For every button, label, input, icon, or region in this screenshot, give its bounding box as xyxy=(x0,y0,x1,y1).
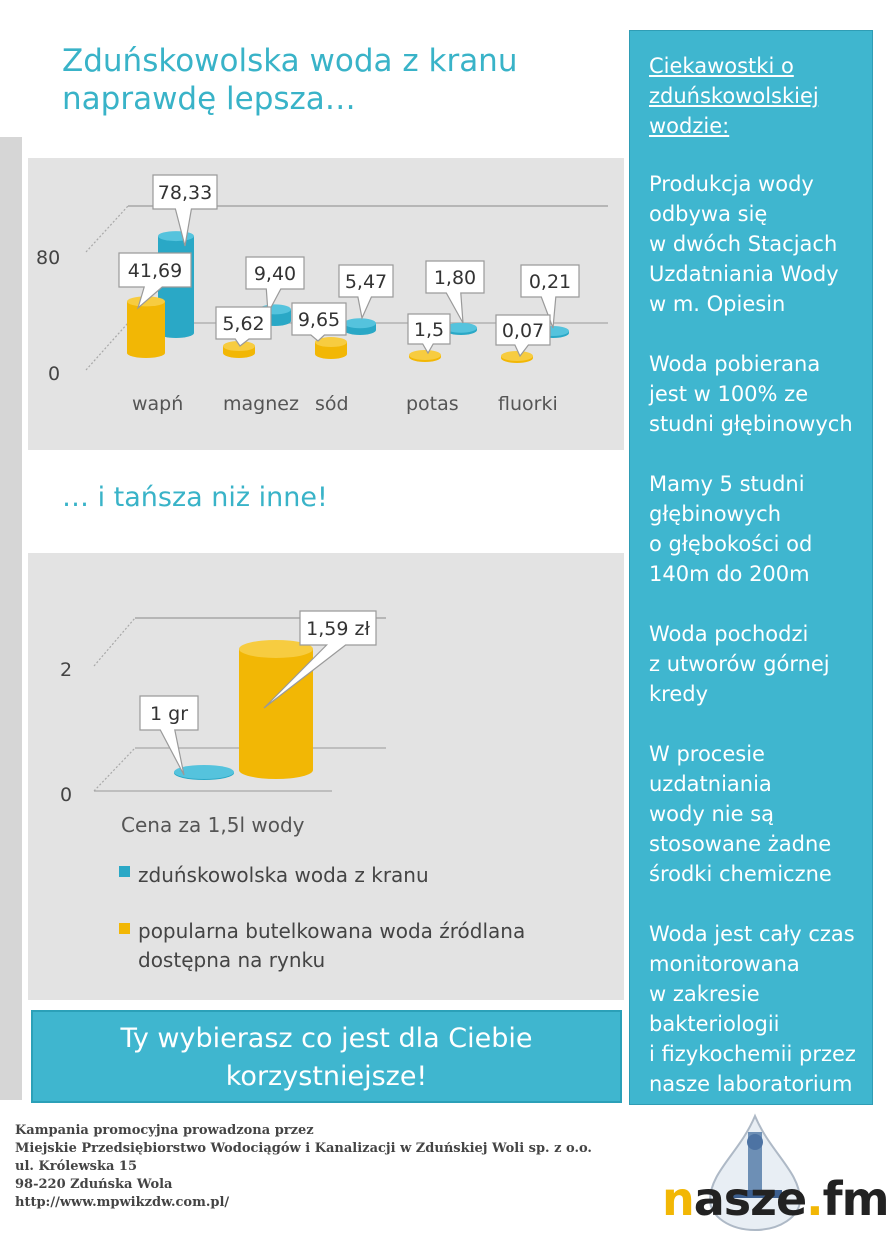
tap-bar xyxy=(344,318,376,335)
bottled-data-label xyxy=(408,314,450,353)
footer-line: Kampania promocyjna prowadzona przez xyxy=(15,1123,314,1138)
bottled-data-label xyxy=(292,303,346,341)
category-label: wapń xyxy=(132,393,184,415)
tap-data-label-text: 0,21 xyxy=(528,271,572,293)
bottled-data-label xyxy=(216,307,271,346)
logo-asze: asze xyxy=(693,1172,807,1226)
legend-label-bottled: dostępna na rynku xyxy=(138,948,326,972)
bottled-bar-body xyxy=(127,301,165,358)
price-chart-svg xyxy=(28,553,624,1000)
fact-paragraph: W procesie uzdatniania wody nie są stosowane żadne środki chemiczne xyxy=(649,742,832,886)
fact-paragraph: Woda jest cały czas monitorowana w zakresie bakteriologii i fizykochemii przez nasze laboratorium xyxy=(649,922,856,1096)
fact-paragraph: Mamy 5 studni głębinowych o głębokości od 140m do 200m xyxy=(649,472,813,586)
bottled-data-label-text: 41,69 xyxy=(127,260,183,282)
facts-heading: Ciekawostki o zduńskowolskiej wodzie: xyxy=(649,54,819,138)
tap-data-label-text: 5,47 xyxy=(344,271,388,293)
tap-data-label-text: 9,40 xyxy=(253,263,297,285)
bottled-bar xyxy=(409,350,441,362)
gridline-diag xyxy=(94,748,135,791)
gridline-diag xyxy=(86,323,128,370)
tap-data-label xyxy=(339,265,393,318)
tap-data-label-text: 1 gr xyxy=(150,703,188,725)
y-tick-label: 0 xyxy=(48,363,61,385)
bottled-bar-top xyxy=(409,350,441,360)
gridline-diag xyxy=(94,618,135,666)
category-label: sód xyxy=(315,393,349,415)
left-decorative-strip xyxy=(0,137,22,1100)
bottled-data-label xyxy=(496,315,550,356)
category-label: magnez xyxy=(223,393,299,415)
bottled-bar xyxy=(127,296,165,358)
footer-link[interactable]: http://www.mpwikzdw.com.pl/ xyxy=(15,1195,230,1210)
minerals-chart-svg xyxy=(28,158,624,450)
bottled-data-label-text: 5,62 xyxy=(222,313,265,335)
footer-line: ul. Królewska 15 xyxy=(15,1159,138,1174)
nasze-fm-logo xyxy=(660,1112,889,1230)
logo-dot: . xyxy=(806,1172,823,1226)
choice-banner xyxy=(31,1010,622,1103)
fact-paragraph: Woda pobierana jest w 100% ze studni głębinowych xyxy=(649,352,853,436)
logo-wordmark xyxy=(662,1172,889,1226)
facts-sidebar xyxy=(629,30,873,1105)
y-tick-label: 80 xyxy=(36,247,61,269)
legend-swatch-bottled xyxy=(119,923,130,934)
page-title-line2: naprawdę lepsza… xyxy=(62,81,356,117)
page-title-line1: Zduńskowolska woda z kranu xyxy=(62,43,518,79)
category-label: potas xyxy=(406,393,459,415)
banner-line1: Ty wybierasz co jest dla Ciebie xyxy=(120,1023,533,1054)
banner-line2: korzystniejsze! xyxy=(225,1061,428,1092)
price-subtitle: … i tańsza niż inne! xyxy=(62,482,328,513)
footer-line: Miejskie Przedsiębiorstwo Wodociągów i Kanalizacji w Zduńskiej Woli sp. z o.o. xyxy=(15,1141,592,1156)
tap-bar-top xyxy=(158,231,194,241)
legend-swatch-tap xyxy=(119,866,130,877)
bottled-bar-top xyxy=(501,351,533,361)
y-tick-label: 2 xyxy=(60,659,73,681)
category-label: Cena za 1,5l wody xyxy=(121,813,305,837)
bottled-bar xyxy=(501,351,533,363)
fact-paragraph: Produkcja wody odbywa się w dwóch Stacjach Uzdatniania Wody w m. Opiesin xyxy=(649,172,839,316)
y-tick-label: 0 xyxy=(60,784,73,806)
bottled-data-label-text: 1,5 xyxy=(413,319,445,341)
bottled-bar xyxy=(239,640,313,779)
minerals-chart xyxy=(28,158,624,450)
footer-line: 98-220 Zduńska Wola xyxy=(15,1177,173,1192)
bottled-data-label-text: 9,65 xyxy=(297,309,341,331)
gridline-diag xyxy=(86,206,128,252)
legend-label-tap: zduńskowolska woda z kranu xyxy=(138,863,429,887)
tap-data-label-text: 1,80 xyxy=(433,267,477,289)
tap-data-label xyxy=(140,696,198,775)
logo-n: n xyxy=(662,1172,694,1226)
tap-data-label-text: 78,33 xyxy=(157,182,213,204)
fact-paragraph: Woda pochodzi z utworów górnej kredy xyxy=(649,622,830,706)
page-title xyxy=(62,42,602,118)
category-label: fluorki xyxy=(498,393,558,415)
tap-bar-top xyxy=(344,318,376,328)
price-chart xyxy=(28,553,624,1000)
bottled-data-label-text: 1,59 zł xyxy=(306,618,370,640)
footer-address xyxy=(15,1122,592,1212)
bottled-bar-body xyxy=(239,649,313,779)
bottled-data-label-text: 0,07 xyxy=(501,320,545,342)
logo-fm: fm xyxy=(822,1172,889,1226)
bottled-bar xyxy=(315,337,347,359)
legend-label-bottled: popularna butelkowana woda źródlana xyxy=(138,919,526,943)
